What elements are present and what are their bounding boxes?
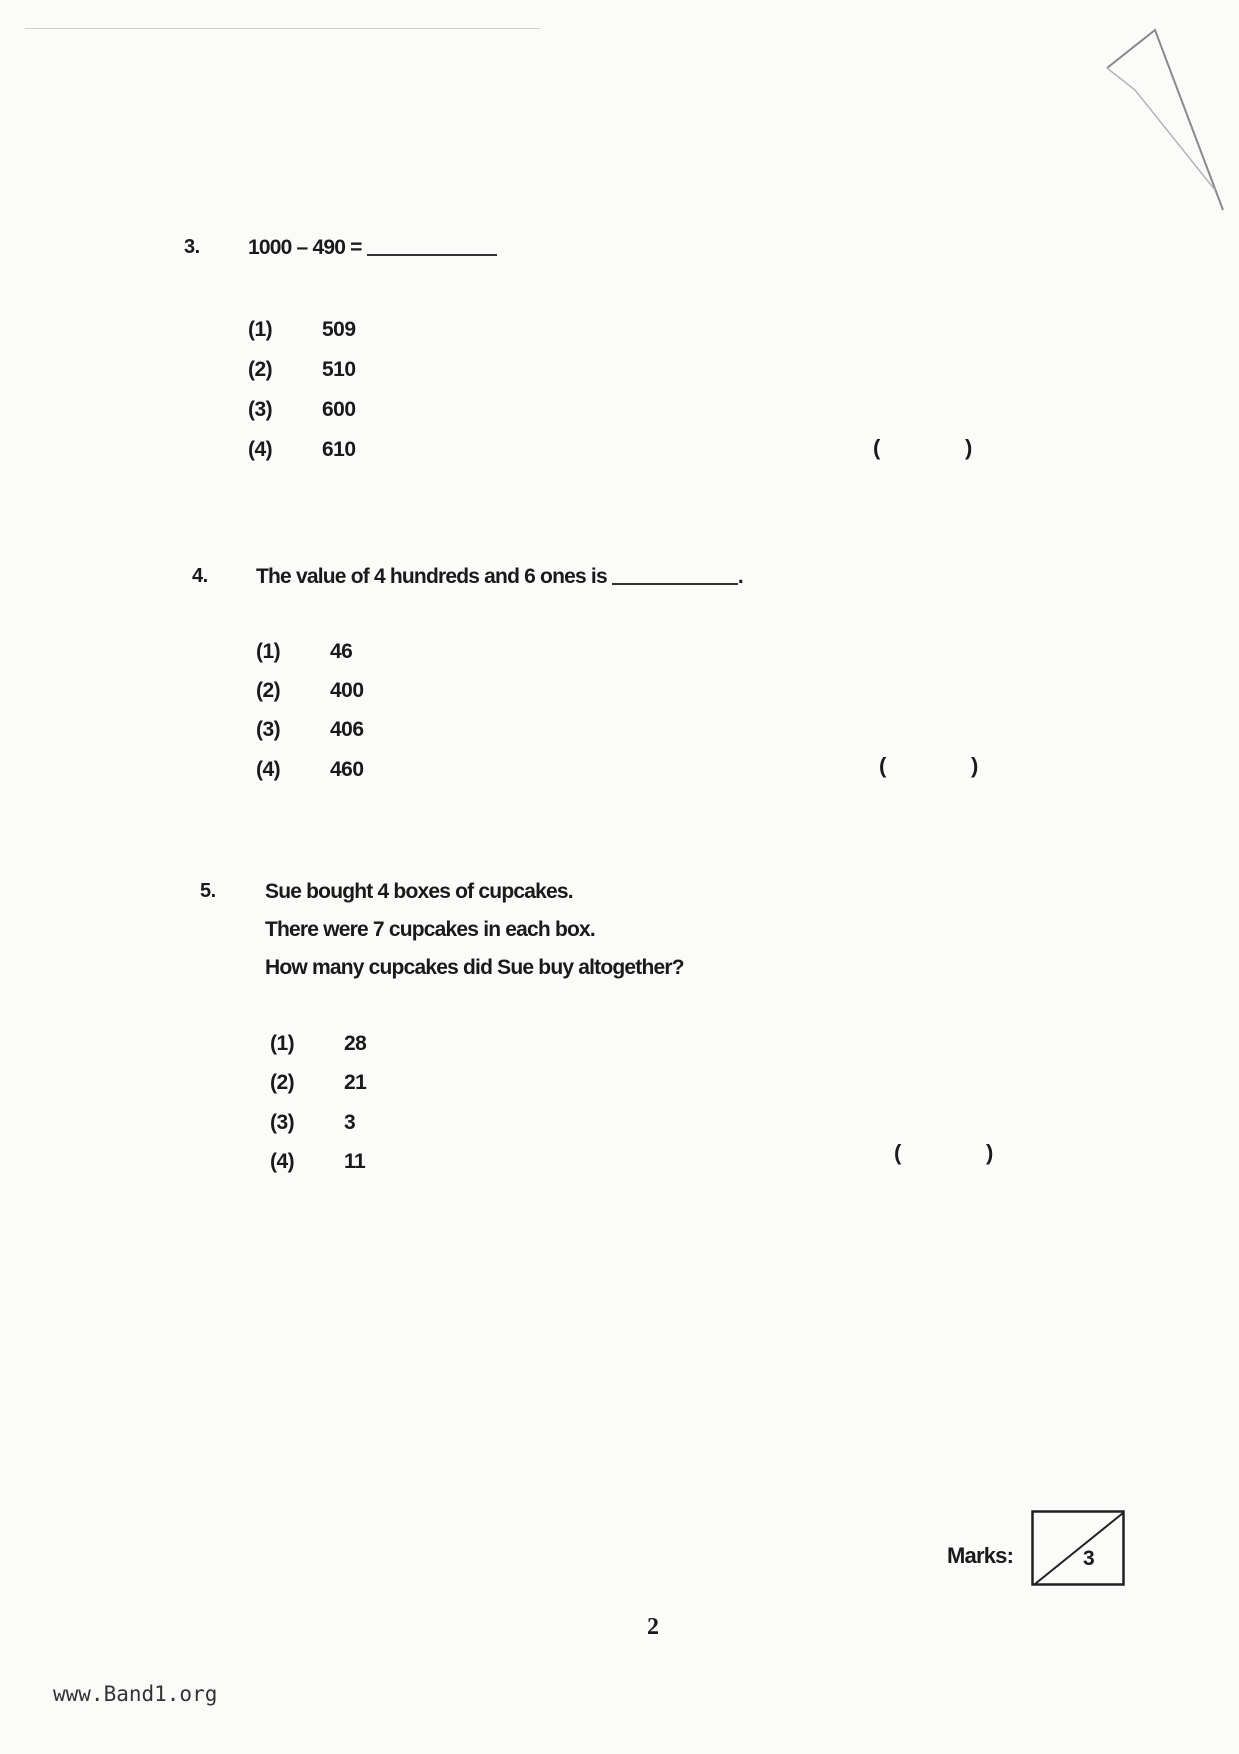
option-2[interactable]: (2) 510 bbox=[248, 358, 356, 381]
marks-box[interactable] bbox=[1031, 1510, 1125, 1586]
option-3[interactable]: (3) 3 bbox=[270, 1111, 356, 1134]
option-3[interactable]: (3) 406 bbox=[256, 718, 364, 741]
option-2[interactable]: (2) 21 bbox=[270, 1071, 367, 1094]
option-3[interactable]: (3) 600 bbox=[248, 398, 356, 421]
question-number: 3. bbox=[184, 236, 200, 258]
answer-blank[interactable] bbox=[612, 583, 738, 585]
page-number: 2 bbox=[647, 1614, 659, 1640]
option-1[interactable]: (1) 509 bbox=[248, 318, 356, 341]
marks-label: Marks: bbox=[947, 1543, 1014, 1568]
option-4[interactable]: (4) 460 bbox=[256, 758, 364, 781]
worksheet-page: 3. 1000 – 490 = (1) 509 (2) 510 (3) 600 (4) 610 ( ) 4. The value of 4 hundreds and 6 ones is . (1) 46 (2) 400 (3) 406 (4) 460 ( ) 5. Sue bought 4 boxes of cupcakes. There were 7 cupcakes in each box. How many cupcakes did Sue buy altogether? (1) 28 (2) 21 (3) 3 (4) 11 ( ) Marks: 3 2 www.Band1.org bbox=[0, 0, 1239, 1754]
option-4[interactable]: (4) 610 bbox=[248, 438, 356, 461]
answer-blank[interactable] bbox=[367, 254, 497, 256]
question-text: Sue bought 4 boxes of cupcakes. There were 7 cupcakes in each box. How many cupcakes did Sue buy altogether? bbox=[265, 880, 684, 979]
footer-url: www.Band1.org bbox=[53, 1682, 218, 1706]
top-divider bbox=[25, 28, 540, 29]
folded-corner-mark bbox=[1095, 20, 1235, 220]
question-number: 4. bbox=[192, 565, 208, 587]
question-number: 5. bbox=[200, 880, 216, 902]
option-2[interactable]: (2) 400 bbox=[256, 679, 364, 702]
option-1[interactable]: (1) 28 bbox=[270, 1032, 367, 1055]
marks-total: 3 bbox=[1083, 1547, 1095, 1570]
option-4[interactable]: (4) 11 bbox=[270, 1150, 366, 1173]
question-text: The value of 4 hundreds and 6 ones is . bbox=[256, 565, 743, 588]
option-1[interactable]: (1) 46 bbox=[256, 640, 353, 663]
question-text: 1000 – 490 = bbox=[248, 236, 497, 260]
